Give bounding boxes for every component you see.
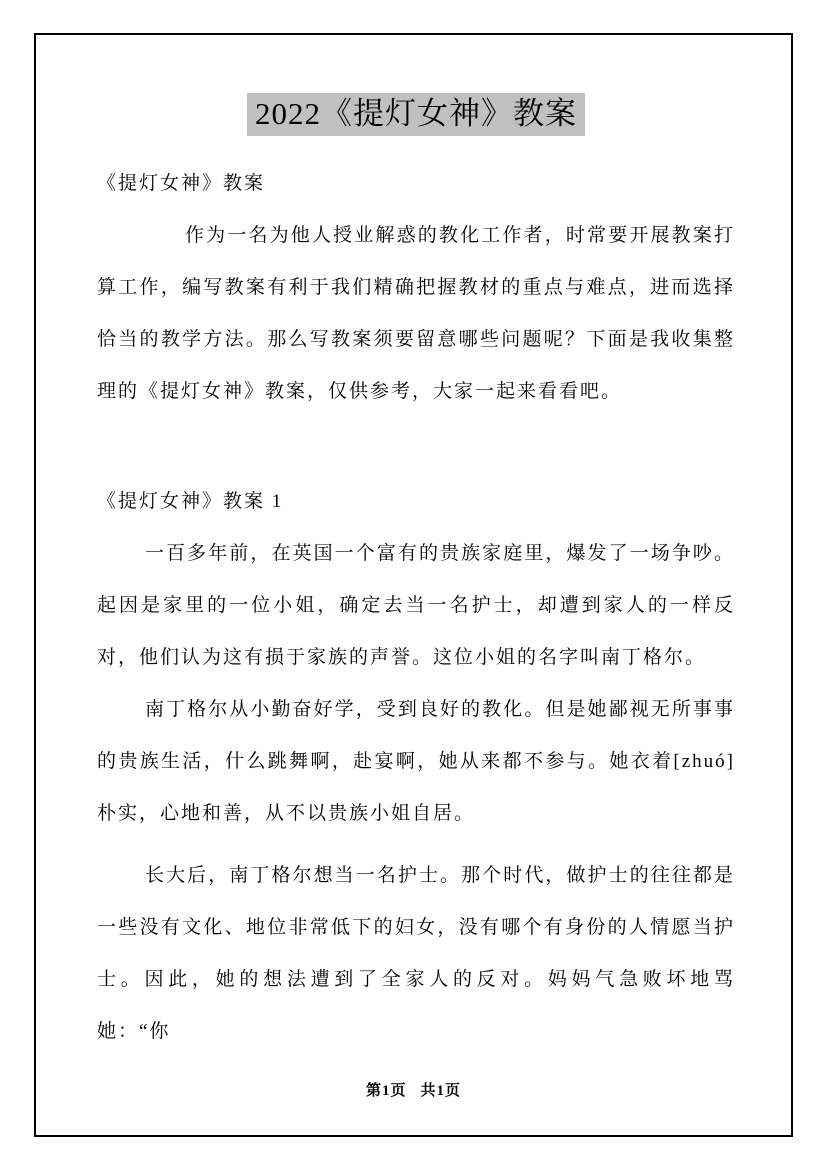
intro-paragraph: 作为一名为他人授业解惑的教化工作者，时常要开展教案打算工作，编写教案有利于我们精确把握教材的重点与难点，进而选择恰当的教学方法。那么写教案须要留意哪些问题呢？下面是我收集整理的《提灯女神》教案，仅供参考，大家一起来看看吧。 [97, 225, 735, 402]
body-paragraph: 南丁格尔从小勤奋好学，受到良好的教化。但是她鄙视无所事事的贵族生活，什么跳舞啊，赴宴啊，她从来都不参与。她衣着[zhuó]朴实，心地和善，从不以贵族小姐自居。 [97, 699, 735, 824]
body-paragraph: 长大后，南丁格尔想当一名护士。那个时代，做护士的往往都是一些没有文化、地位非常低下的妇女，没有哪个有身份的人情愿当护士。因此，她的想法遭到了全家人的反对。妈妈气急败坏地骂她：“你 [97, 865, 735, 1042]
document-title [97, 91, 735, 137]
page-border [34, 33, 793, 1137]
title-highlight: 2022《提灯女神》教案 [247, 93, 585, 136]
page-content [97, 91, 735, 1058]
body-paragraph: 一百多年前，在英国一个富有的贵族家庭里，爆发了一场争吵。起因是家里的一位小姐，确定去当一名护士，却遭到家人的一样反对，他们认为这有损于家族的声誉。这位小姐的名字叫南丁格尔。 [97, 543, 735, 668]
document-subtitle: 《提灯女神》教案 [97, 173, 266, 194]
footer-total-pages: 共1页 [420, 1083, 462, 1099]
section-heading: 《提灯女神》教案 1 [97, 491, 284, 512]
page-footer [36, 1080, 791, 1102]
footer-page-number: 第1页 [365, 1083, 407, 1099]
